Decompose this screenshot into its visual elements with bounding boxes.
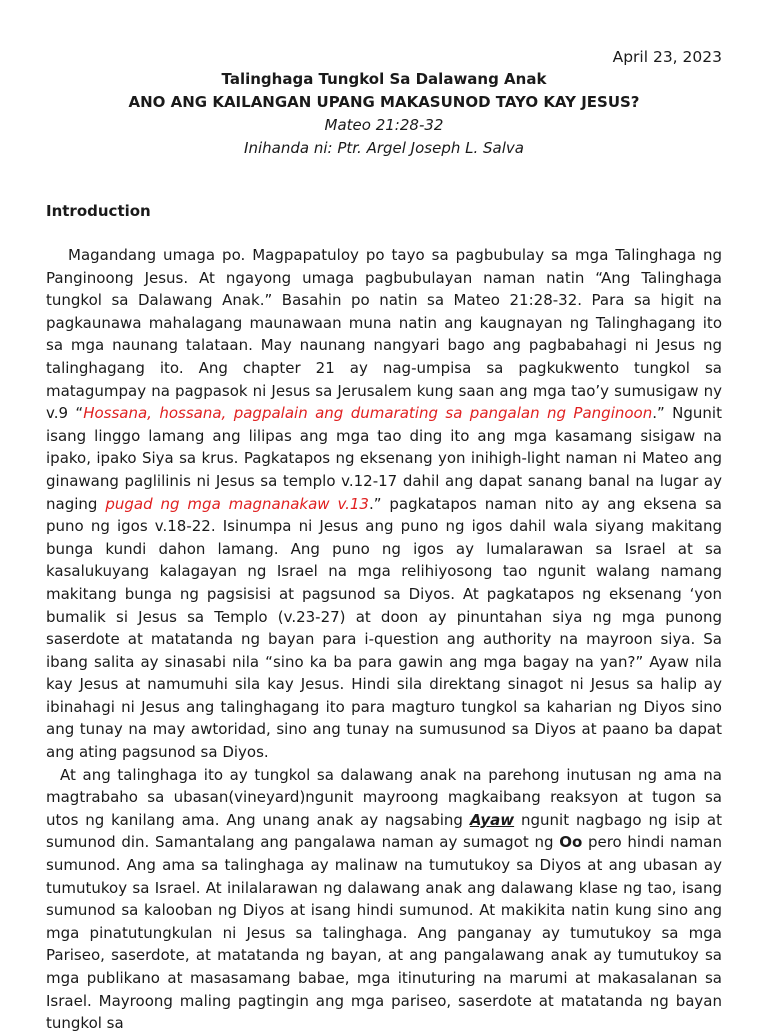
author-line: Inihanda ni: Ptr. Argel Joseph L. Salva bbox=[244, 139, 524, 157]
paragraph-2 bbox=[46, 764, 722, 1035]
paragraph-1-text-c: .” pagkatapos naman nito ay ang eksena sa puno ng igos v.18-22. Isinumpa ni Jesus ang puno ng igos dahil wala siyang makitang bunga kundi dahon lamang. Ang puno ng igos ay lumalarawan sa Israel at sa kasalukuyang kalagayan ng Israel na mga relihiyosong tao ngunit walang namang makitang bunga ng pagsisisi at pagsunod sa Diyos. At pagkatapos ng eksenang ‘yon bumalik si Jesus sa Templo (v.23-27) at doon ay pinuntahan siya ng mga punong saserdote at matatanda ng bayan para i-question ang authority na mayroon siya. Sa ibang salita ay sinasabi nila “sino ka ba para gawin ang mga bagay na yan?” Ayaw nila kay Jesus at namumuhi sila kay Jesus. Hindi sila direktang sinagot ni Jesus sa halip ay ibinahagi ni Jesus ang talinghagang ito para magturo tungkol sa kaharian ng Diyos sino ang tunay na may awtoridad, sino ang tunay na sumusunod sa Diyos at paano ba dapat ang ating pagsunod sa Diyos. bbox=[46, 494, 722, 762]
paragraph-1 bbox=[46, 244, 722, 764]
emphasis-ayaw: Ayaw bbox=[469, 810, 515, 829]
quote-red: Hossana, hossana, pagpalain ang dumarating sa pangalan ng Panginoon bbox=[83, 404, 653, 423]
emphasis-oo: Oo bbox=[559, 833, 583, 852]
paragraph-2-text-a: At ang talinghaga ito ay tungkol sa dalawang anak na parehong inutusan ng ama na magtrabaho sa ubasan(vineyard)ngunit mayroong magkaibang reaksyon at tugon sa utos ng kanilang ama. Ang unang anak ay nagsabing bbox=[46, 765, 722, 829]
paragraph-1-text-b: .” Ngunit isang linggo lamang ang lilipas ang mga tao ding ito ang mga kasamang sisigaw na ipako, ipako Siya sa krus. Pagkatapos ng eksenang yon inihigh-light naman ni Mateo ang ginawang paglilinis ni Jesus sa templo v.12-17 dahil ang dapat sanang banal na lugar ay naging bbox=[46, 404, 722, 513]
reference-red: pugad ng mga magnanakaw v.13 bbox=[105, 494, 369, 513]
section-heading: Introduction bbox=[46, 202, 151, 220]
sermon-title: Talinghaga Tungkol Sa Dalawang Anak bbox=[221, 70, 547, 88]
sermon-subtitle: ANO ANG KAILANGAN UPANG MAKASUNOD TAYO KAY JESUS? bbox=[128, 93, 640, 111]
paragraph-2-text-c: pero hindi naman sumunod. Ang ama sa talinghaga ay malinaw na tumutukoy sa Diyos at ang ubasan ay tumutukoy sa Israel. At inilalarawan ng dalawang anak ang dalawang klase ng tao, isang sumunod sa kalooban ng Diyos at isang hindi sumunod. At makikita natin kung sino ang mga pinatutungkulan ni Jesus sa talinghaga. Ang panganay ay tumutukoy sa mga Pariseo, saserdote, at matatanda ng bayan, at ang pangalawang anak ay tumutukoy sa mga publikano at masasamang babae, mga itinuturing na marumi at makasalanan sa Israel. Mayroong maling pagtingin ang mga pariseo, saserdote at matatanda ng bayan tungkol sa bbox=[46, 833, 722, 1033]
document-body bbox=[46, 244, 722, 1035]
document-header bbox=[0, 68, 768, 160]
document-date: April 23, 2023 bbox=[612, 48, 722, 66]
paragraph-1-text-a: Magandang umaga po. Magpapatuloy po tayo sa pagbubulay sa mga Talinghaga ng Panginoong Jesus. At ngayong umaga pagbubulayan naman natin “Ang Talinghaga tungkol sa Dalawang Anak.” Basahin po natin sa Mateo 21:28-32. Para sa higit na pagkaunawa mahalagang maunawaan muna natin ang kaugnayan ng Talinghagang ito sa mga naunang talataan. May naunang nangyari bago ang pagbabahagi ni Jesus ng talinghagang ito. Ang chapter 21 ay nag-umpisa sa pagkukwento tungkol sa matagumpay na pagpasok ni Jesus sa Jerusalem kung saan ang mga tao’y sumusigaw ny v.9 “ bbox=[46, 246, 722, 423]
paragraph-2-text-b: ngunit nagbago ng isip at sumunod din. Samantalang ang pangalawa naman ay sumagot ng bbox=[46, 810, 722, 852]
scripture-reference: Mateo 21:28-32 bbox=[324, 116, 444, 134]
